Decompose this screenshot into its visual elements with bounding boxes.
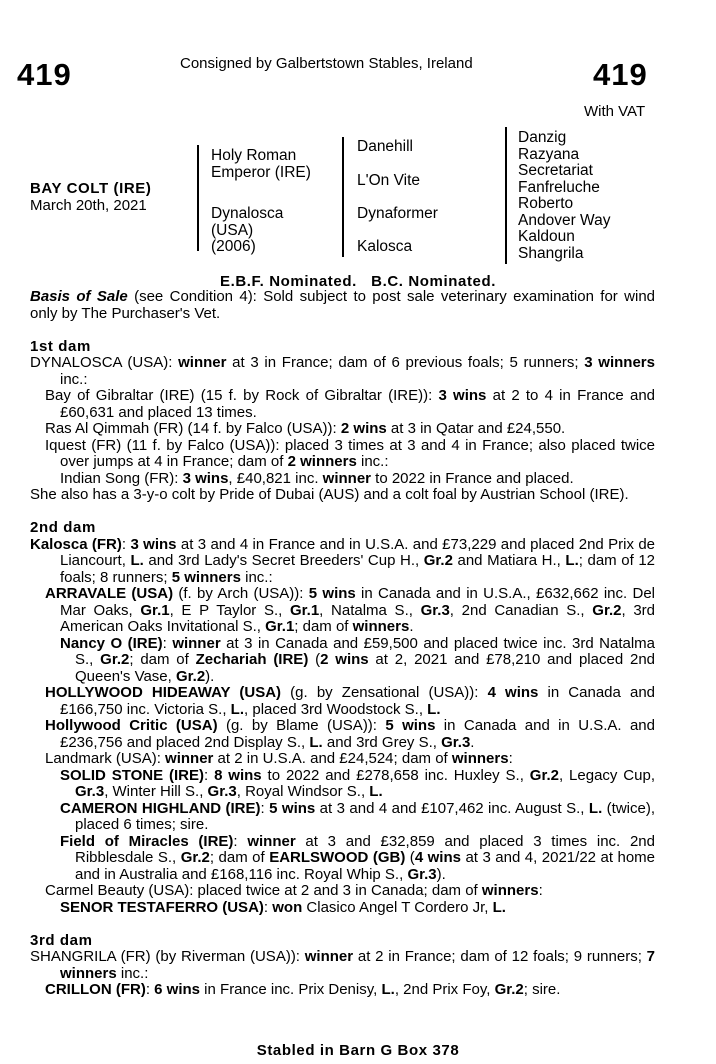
text-run: ( [405, 849, 415, 866]
text-run: : [508, 750, 513, 767]
bold-run: L. [130, 552, 144, 569]
section-heading: 3rd dam [30, 931, 93, 949]
pedigree-ancestor: Shangrila [518, 244, 584, 262]
text-run: ; dam of [129, 651, 196, 668]
pedigree-ancestor: Roberto [518, 195, 574, 212]
text-run: , Winter Hill S., [104, 783, 208, 800]
bold-run: 3 wins [438, 387, 487, 404]
produce-record [30, 718, 655, 751]
bold-run: 2 winners [287, 453, 357, 470]
bold-run: 2 wins [340, 420, 387, 437]
basis-label: Basis of Sale [30, 288, 128, 305]
text-run: in Canada and in U.S.A. and £236,756 and placed 2nd Display S., [60, 717, 655, 751]
text-run: ( [308, 651, 321, 668]
text-run: (g. by Zensational (USA)): [281, 684, 488, 701]
text-run: , 3rd American Oaks Invitational S., [60, 601, 655, 635]
text-run: : [538, 882, 543, 899]
bold-run: L. [309, 733, 323, 751]
bold-run: Gr.3 [441, 733, 471, 751]
bold-run: Hollywood Critic (USA) [45, 717, 218, 734]
text-run: Carmel Beauty (USA): placed twice at 2 and 3 in Canada; dam of [45, 882, 482, 899]
text-run: at 2, 2021 and £78,210 and placed 2nd Queen's Vase, [75, 651, 655, 685]
foaling-date: March 20th, 2021 [30, 197, 147, 214]
vat-note: With VAT [584, 103, 646, 120]
pedigree-ancestor: Fanfreluche [518, 178, 600, 196]
bold-run: winner [322, 469, 371, 487]
pedigree-divider-3 [505, 127, 507, 264]
pedigree-dam [211, 206, 283, 256]
pedigree-ancestor: Danzig [518, 129, 567, 146]
text-run: , Legacy Cup, [558, 766, 655, 784]
text-run: : [233, 832, 248, 850]
text-run: to 2022 in France and placed. [371, 469, 574, 487]
stabling-info: Stabled in Barn G Box 378 [256, 1042, 460, 1059]
produce-record [30, 982, 655, 999]
bold-run: Gr.3 [420, 601, 450, 619]
bold-run: EARLSWOOD (GB) [269, 849, 406, 866]
bold-run: 6 wins [154, 981, 201, 998]
section-spacer [30, 916, 655, 933]
bold-run: 4 wins [414, 849, 461, 866]
bold-run: Gr.1 [140, 601, 170, 619]
text-run: : [263, 898, 273, 916]
pedigree-sire [211, 148, 311, 181]
bold-run: Gr.2 [592, 601, 622, 619]
text-run: , £40,821 inc. [228, 469, 323, 487]
produce-record [30, 949, 655, 982]
pedigree-ancestor: Razyana [518, 145, 580, 163]
produce-record [30, 883, 655, 900]
text-run: and 3rd Lady's Secret Breeders' Cup H., [143, 552, 424, 569]
bold-run: winner [172, 634, 221, 652]
text-run: : [162, 634, 173, 652]
produce-record [30, 768, 655, 801]
text-run: : [121, 535, 131, 553]
text-run: , 2nd Canadian S., [449, 601, 593, 619]
bold-run: Gr.2 [100, 651, 130, 668]
pedigree-dam-line: (USA) [211, 221, 254, 239]
basis-text: (see Condition 4): Sold subject to post sale veterinary examination for wind only by The Purchaser's Vet. [30, 288, 655, 322]
pedigree-dam-line: Dynalosca [211, 205, 284, 222]
text-run: and 3rd Grey S., [322, 733, 442, 751]
text-run: She also has a 3-y-o colt by Pride of Dubai (AUS) and a colt foal by Austrian School (IRE). [30, 486, 629, 503]
bold-run: Gr.2 [494, 981, 524, 998]
text-run: inc.: [240, 568, 273, 586]
text-run: in Canada and in U.S.A., £632,662 inc. Del Mar Oaks, [60, 585, 655, 619]
produce-record [30, 388, 655, 421]
text-run: ). [436, 865, 446, 883]
text-run: at 2 in France; dam of 12 foals; 9 runners; [353, 948, 647, 965]
bold-run: CRILLON (FR) [45, 981, 146, 998]
bold-run: winner [247, 832, 296, 850]
bold-run: CAMERON HIGHLAND (IRE) [60, 799, 261, 817]
text-run: (twice), placed 6 times; sire. [75, 799, 656, 833]
section-spacer [30, 322, 655, 339]
text-run: , Natalma S., [319, 601, 421, 619]
bold-run: ARRAVALE (USA) [45, 585, 174, 602]
bold-run: L. [381, 981, 395, 998]
bold-run: Field of Miracles (IRE) [60, 832, 234, 850]
bold-run: 7 winners [60, 948, 655, 982]
text-run: and Matiara H., [452, 552, 566, 569]
text-run: . [409, 618, 414, 635]
bold-run: Gr.2 [180, 849, 210, 866]
dam-sections [30, 322, 655, 999]
produce-record [30, 900, 655, 917]
text-run: inc.: [116, 964, 149, 982]
text-run: at 3 in France; dam of 6 previous foals; 5 runners; [226, 354, 585, 371]
bold-run: L. [492, 898, 506, 916]
lot-number-right: 419 [593, 57, 648, 92]
text-run: at 2 in U.S.A. and £24,524; dam of [213, 750, 452, 767]
pedigree-sire-dam: L'On Vite [357, 172, 420, 189]
text-run: . [470, 733, 475, 751]
produce-record [30, 801, 655, 834]
text-run: ; dam of [294, 618, 353, 635]
bold-run: 3 wins [130, 535, 177, 553]
bold-run: SENOR TESTAFERRO (USA) [60, 898, 264, 916]
text-run: at 3 and 4 in France and in U.S.A. and £73,229 and placed 2nd Prix de Liancourt, [60, 535, 656, 569]
pedigree-sire-sire: Danehill [357, 138, 414, 155]
basis-of-sale [30, 289, 655, 322]
text-run: at 3 and 4, 2021/22 at home and in Australia and £168,116 inc. Royal Whip S., [75, 849, 655, 883]
bold-run: winners [352, 618, 410, 635]
pedigree-dam-sire: Dynaformer [357, 205, 438, 222]
bold-run: L. [565, 552, 579, 569]
bold-run: HOLLYWOOD HIDEAWAY (USA) [45, 684, 282, 701]
produce-record [30, 751, 655, 768]
pedigree-sire-line: Holy Roman [211, 147, 297, 164]
text-run: inc.: [356, 453, 389, 470]
bold-run: L. [369, 783, 383, 800]
text-run: Iquest (FR) (11 f. by Falco (USA)): placed 3 times at 3 and 4 in France; also placed twice over jumps at 4 in France; dam of [45, 436, 655, 470]
horse-name: BAY COLT (IRE) [30, 180, 152, 197]
text-run: at 3 in Canada and £59,500 and placed twice inc. 3rd Natalma S., [75, 634, 656, 668]
bold-run: L. [230, 700, 245, 718]
produce-record [30, 471, 655, 488]
bold-run: Kalosca (FR) [30, 535, 122, 553]
bold-run: Gr.2 [175, 667, 206, 685]
text-run: , E P Taylor S., [169, 601, 290, 619]
section-spacer [30, 504, 655, 521]
bold-run: 5 wins [308, 585, 356, 602]
produce-record [30, 421, 655, 438]
text-run: Landmark (USA): [45, 750, 166, 767]
text-run: : [260, 799, 270, 817]
bold-run: Gr.1 [289, 601, 320, 619]
produce-record [30, 537, 655, 587]
text-run: at 3 and £32,859 and placed 3 times inc. 2nd Ribblesdale S., [75, 832, 655, 866]
text-run: ; dam of [209, 849, 270, 866]
text-run: ; sire. [523, 981, 561, 998]
text-run: Clasico Angel T Cordero Jr, [302, 898, 493, 916]
text-run: DYNALOSCA (USA): [30, 354, 179, 371]
bold-run: Zechariah (IRE) [195, 651, 309, 668]
section-heading: 2nd dam [30, 519, 96, 536]
bold-run: 4 wins [487, 684, 539, 701]
text-run: SHANGRILA (FR) (by Riverman (USA)): [30, 948, 305, 965]
section-heading: 1st dam [30, 337, 91, 355]
pedigree-divider-2 [342, 137, 344, 257]
bold-run: L. [588, 799, 603, 817]
text-run: : [204, 766, 215, 784]
consignor: Consigned by Galbertstown Stables, Ireland [180, 55, 473, 72]
bold-run: Gr.2 [529, 766, 559, 784]
bold-run: SOLID STONE (IRE) [60, 766, 205, 784]
bold-run: 5 wins [385, 717, 436, 734]
bold-run: Gr.3 [75, 783, 105, 800]
text-run: to 2022 and £278,658 inc. Huxley S., [261, 766, 530, 784]
text-run: inc.: [60, 370, 88, 388]
bold-run: 5 winners [171, 568, 241, 586]
text-run: (f. by Arch (USA)): [173, 585, 309, 602]
bold-run: 2 wins [320, 651, 369, 668]
text-run: Bay of Gibraltar (IRE) (15 f. by Rock of Gibraltar (IRE)): [45, 387, 439, 404]
lot-number-left: 419 [17, 57, 72, 92]
produce-record [30, 438, 655, 471]
produce-record [30, 685, 655, 718]
pedigree-divider-1 [197, 145, 199, 251]
bold-run: winner [178, 354, 227, 371]
nominations: E.B.F. Nominated. B.C. Nominated. [219, 273, 497, 290]
text-run: Indian Song (FR): [60, 469, 183, 487]
pedigree-ancestor: Secretariat [518, 162, 593, 179]
bold-run: Gr.3 [407, 865, 437, 883]
produce-record [30, 586, 655, 636]
text-run: , Royal Windsor S., [236, 783, 370, 800]
produce-record [30, 355, 655, 388]
pedigree-sire-line: Emperor (IRE) [211, 163, 311, 181]
text-run: , placed 3rd Woodstock S., [244, 700, 428, 718]
produce-record [30, 636, 655, 686]
text-run: at 2 to 4 in France and £60,631 and placed 13 times. [60, 387, 655, 421]
bold-run: L. [427, 700, 441, 718]
text-run: ; dam of 12 foals; 8 runners; [60, 552, 656, 586]
produce-record [30, 834, 655, 884]
pedigree-third-generation [518, 130, 610, 262]
bold-run: winner [304, 948, 354, 965]
bold-run: 8 wins [214, 766, 262, 784]
pedigree-dam-line: (2006) [211, 238, 256, 255]
produce-record [30, 487, 655, 504]
bold-run: Gr.1 [265, 618, 295, 635]
catalogue-body [30, 289, 655, 999]
bold-run: Nancy O (IRE) [60, 634, 163, 652]
bold-run: 3 wins [182, 469, 229, 487]
text-run: ). [205, 667, 215, 685]
pedigree-dam-dam: Kalosca [357, 238, 413, 255]
bold-run: winners [481, 882, 539, 899]
text-run: in Canada and £166,750 inc. Victoria S., [60, 684, 656, 718]
text-run: at 3 and 4 and £107,462 inc. August S., [315, 799, 589, 817]
text-run: Ras Al Qimmah (FR) (14 f. by Falco (USA)): [45, 420, 341, 437]
text-run: in France inc. Prix Denisy, [200, 981, 382, 998]
text-run: , 2nd Prix Foy, [394, 981, 495, 998]
bold-run: won [272, 898, 303, 916]
pedigree-ancestor: Kaldoun [518, 228, 575, 245]
bold-run: winners [451, 750, 509, 767]
text-run: : [145, 981, 155, 998]
bold-run: 5 wins [269, 799, 316, 817]
bold-run: winner [165, 750, 214, 767]
bold-run: Gr.2 [423, 552, 453, 569]
bold-run: 3 winners [584, 354, 655, 371]
text-run: at 3 in Qatar and £24,550. [386, 420, 566, 437]
text-run: (g. by Blame (USA)): [217, 717, 386, 734]
pedigree-ancestor: Andover Way [518, 211, 611, 229]
bold-run: Gr.3 [207, 783, 237, 800]
